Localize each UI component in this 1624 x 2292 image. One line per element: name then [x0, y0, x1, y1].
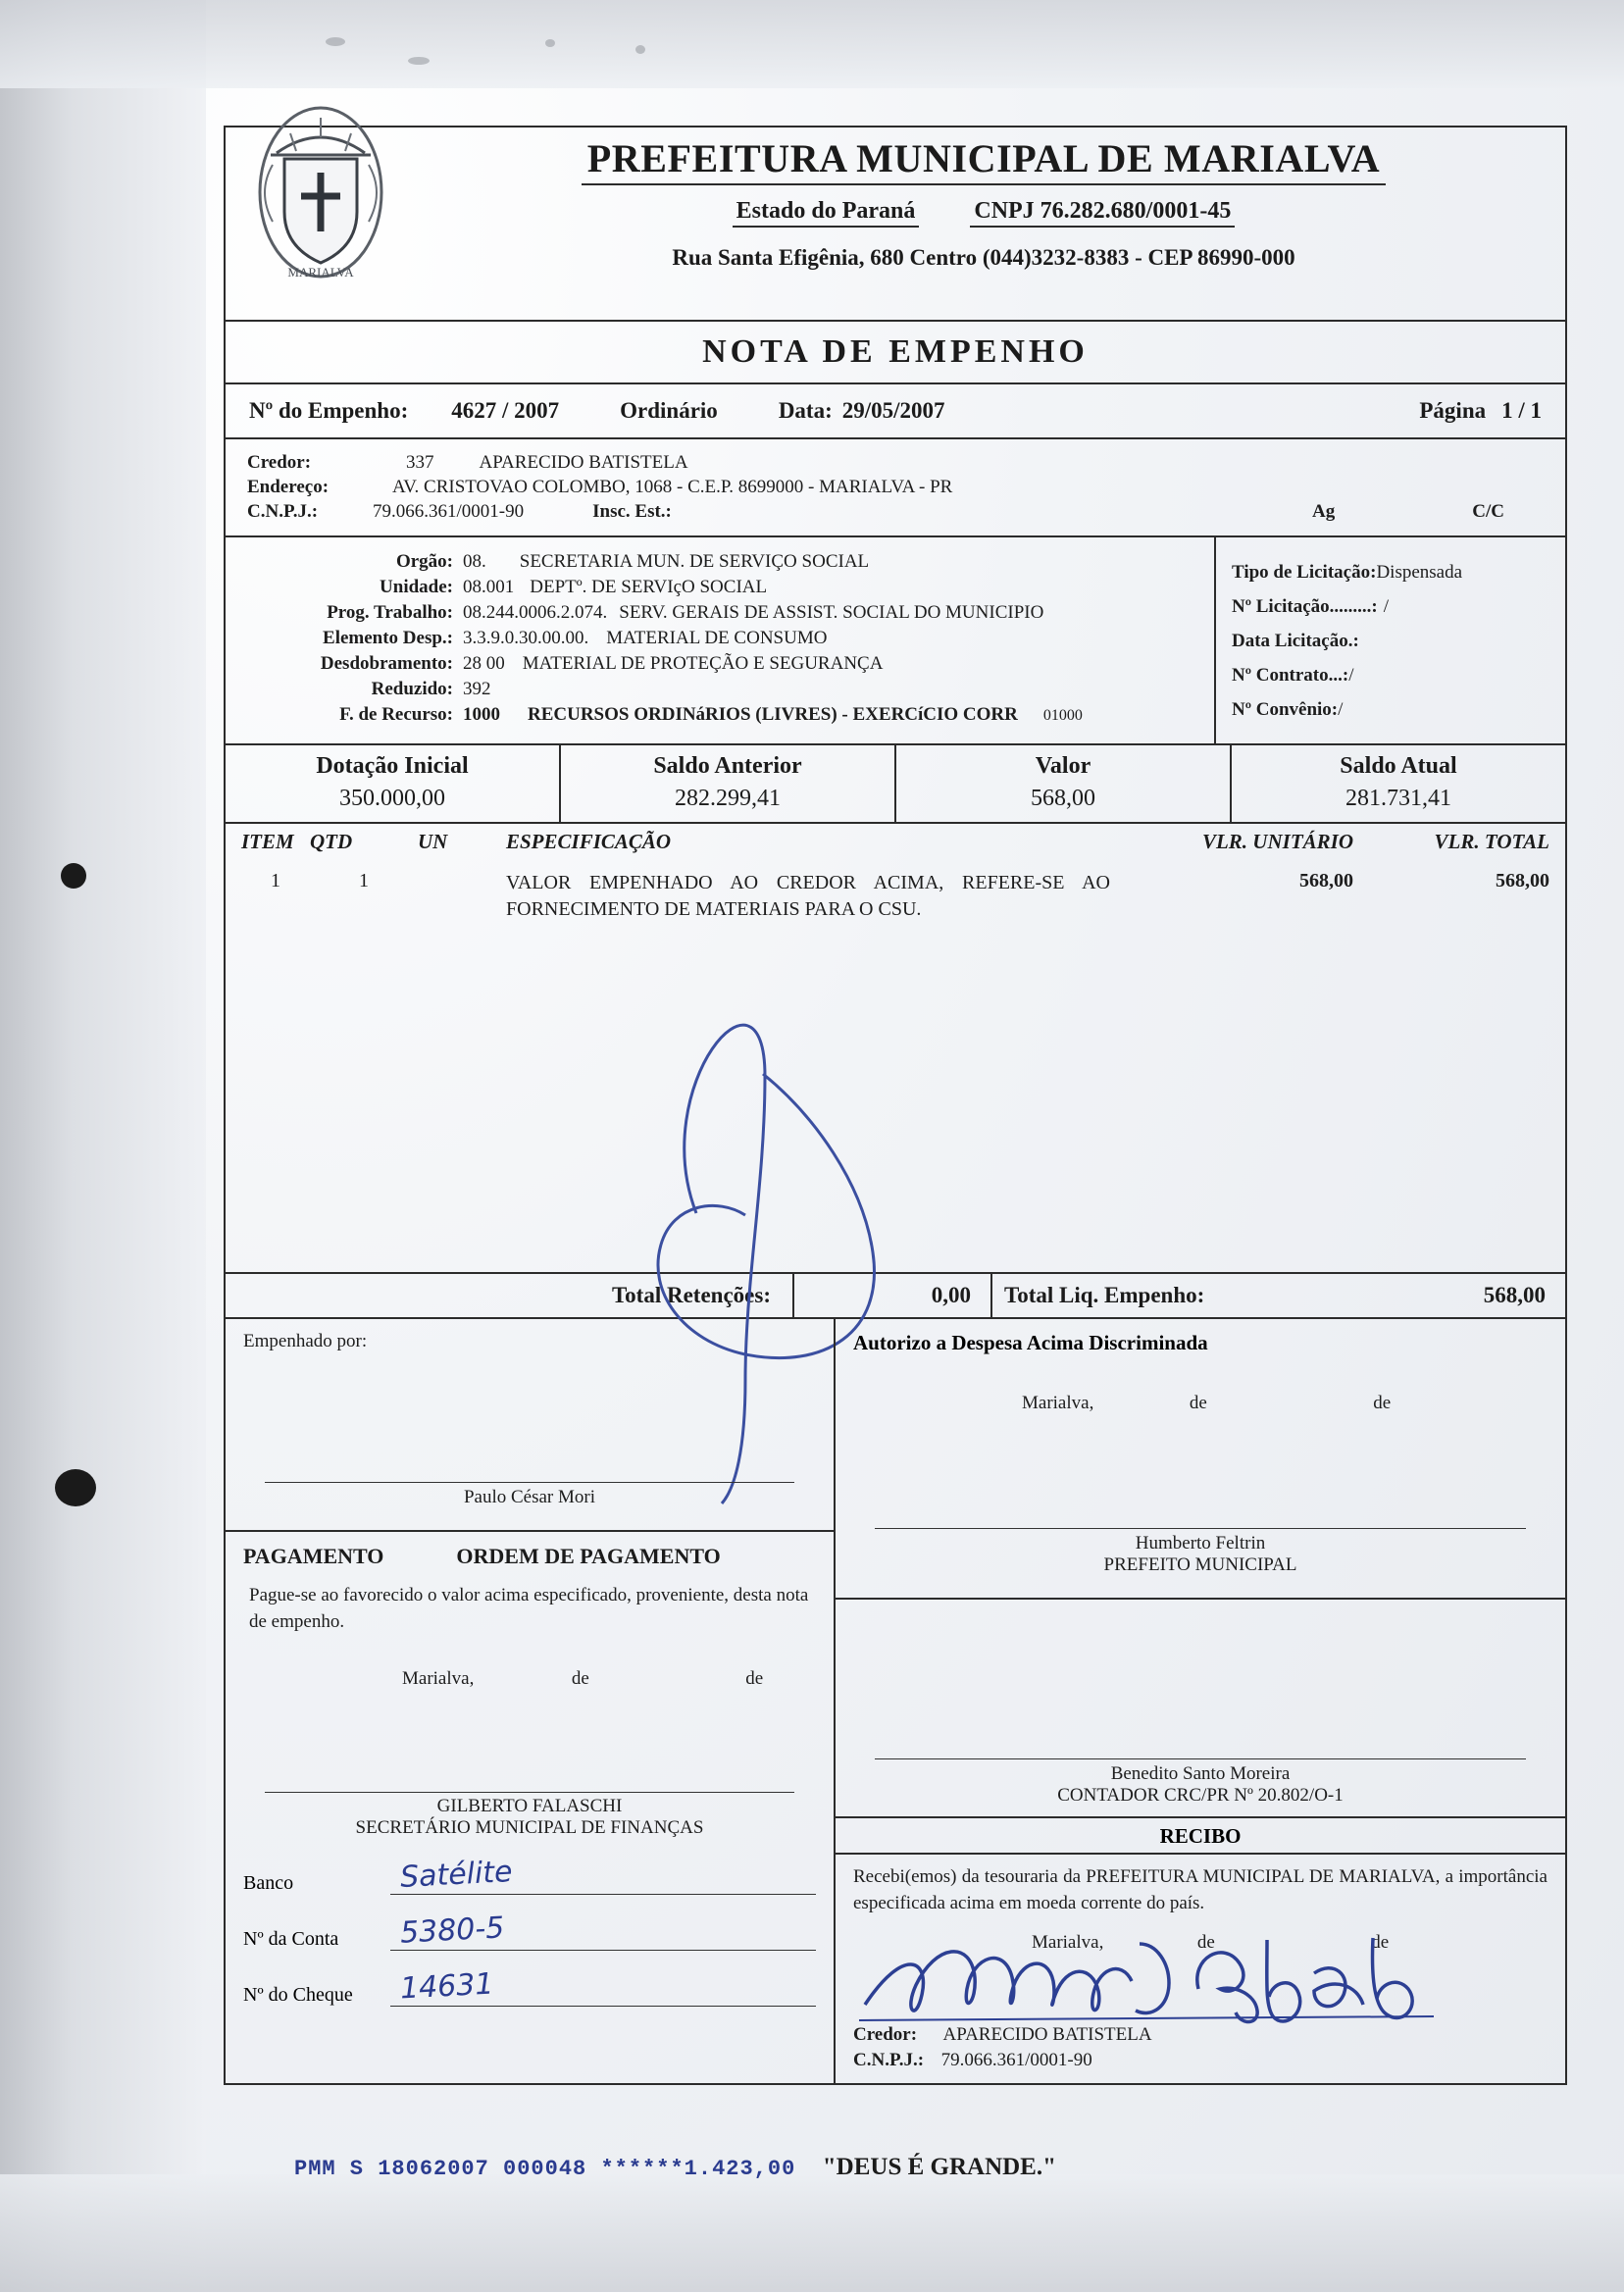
saldo-cell	[559, 745, 894, 822]
unidade-code: 08.001	[463, 577, 515, 597]
scan-smudge	[326, 37, 345, 46]
empenho-type: Ordinário	[620, 398, 718, 423]
cc-label: C/C	[1472, 501, 1504, 522]
saldo-cell	[894, 745, 1230, 822]
insc-est-label: Insc. Est.:	[592, 501, 672, 522]
pagamento-signature-line	[265, 1792, 794, 1793]
recibo-credor-label: Credor:	[853, 2024, 918, 2046]
tipo-licitacao-label: Tipo de Licitação:	[1232, 562, 1377, 583]
saldo-value: 282.299,41	[675, 786, 781, 811]
col-vlr-total: VLR. TOTAL	[1434, 830, 1549, 853]
cheque-field[interactable]	[243, 1966, 816, 2007]
contador-signer: Benedito Santo Moreira	[1110, 1763, 1291, 1784]
items-table-header	[224, 822, 1567, 860]
recibo-de2: de	[1371, 1932, 1390, 1954]
punch-hole-mark	[61, 863, 86, 889]
dotacao-column	[226, 537, 1214, 743]
fonte-recurso-num: 01000	[1042, 707, 1083, 724]
document-header	[224, 126, 1567, 320]
recibo-de1: de	[1196, 1932, 1215, 1954]
autorizo-signer: Humberto Feltrin	[1135, 1533, 1266, 1553]
licitacao-column	[1214, 537, 1565, 743]
num-contrato-label: Nº Contrato...:	[1232, 665, 1349, 686]
credor-cnpj-label: C.N.P.J.:	[247, 501, 319, 522]
pagamento-de1: de	[571, 1668, 589, 1690]
scan-shadow-top	[0, 0, 1624, 88]
nota-de-empenho-document	[224, 126, 1567, 2146]
empenhado-signature-line	[265, 1482, 794, 1483]
cheque-value: 14631	[399, 1966, 495, 2007]
fonte-recurso-label: F. de Recurso:	[339, 704, 453, 725]
desdobramento-code: 28 00	[463, 653, 505, 674]
scan-smudge	[545, 39, 555, 47]
saldo-label: Saldo Atual	[1340, 753, 1457, 779]
signature-area	[224, 1317, 1567, 2085]
autorizo-de2: de	[1373, 1393, 1392, 1413]
cell-un	[418, 870, 506, 923]
prog-trabalho-label: Prog. Trabalho:	[327, 602, 453, 623]
elemento-desp-label: Elemento Desp.:	[323, 628, 453, 648]
document-title: NOTA DE EMPENHO	[702, 333, 1089, 370]
coat-of-arms-icon	[247, 94, 394, 290]
total-liquido-label: Total Liq. Empenho:	[1004, 1283, 1205, 1307]
endereco-value: AV. CRISTOVAO COLOMBO, 1068 - C.E.P. 8699000 - MARIALVA - PR	[392, 477, 953, 497]
conta-field[interactable]	[243, 1910, 816, 1951]
recibo-title: RECIBO	[1159, 1824, 1242, 1848]
cell-vlr-unitario: 568,00	[1299, 870, 1353, 891]
credor-label: Credor:	[247, 452, 312, 473]
pagamento-signer: GILBERTO FALASCHI	[436, 1796, 623, 1817]
fonte-recurso-desc: RECURSOS ORDINáRIOS (LIVRES) - EXERCíCIO CORR	[528, 704, 1018, 725]
data-licitacao-label: Data Licitação.:	[1232, 631, 1359, 651]
empenho-date: 29/05/2007	[841, 398, 945, 423]
credor-name: APARECIDO BATISTELA	[479, 452, 688, 473]
contador-signature-line	[875, 1758, 1526, 1759]
address-header: Rua Santa Efigênia, 680 Centro (044)3232-8383 - CEP 86990-000	[672, 245, 1295, 270]
col-un: UN	[418, 830, 448, 853]
pagamento-role: SECRETÁRIO MUNICIPAL DE FINANÇAS	[355, 1817, 704, 1839]
saldo-cell	[226, 745, 559, 822]
motto-text: "DEUS É GRANDE."	[822, 2154, 1056, 2180]
reduzido-label: Reduzido:	[371, 679, 453, 699]
items-table-body	[224, 860, 1567, 1272]
orgao-code: 08.	[463, 551, 486, 572]
page-number: 1 / 1	[1501, 398, 1542, 423]
recibo-cnpj-value: 79.066.361/0001-90	[940, 2050, 1092, 2071]
empenhado-por-label: Empenhado por:	[243, 1331, 368, 1351]
scan-smudge	[408, 57, 430, 65]
cell-item: 1	[271, 870, 280, 891]
col-qtd: QTD	[310, 830, 353, 853]
banco-field[interactable]	[243, 1855, 816, 1896]
num-convenio-value: /	[1338, 699, 1344, 720]
ag-label: Ag	[1312, 501, 1336, 522]
saldo-value: 350.000,00	[339, 786, 445, 811]
empenho-summary-row	[224, 382, 1567, 437]
banco-value: Satélite	[399, 1855, 514, 1896]
recibo-city: Marialva,	[1032, 1932, 1104, 1954]
elemento-desp-code: 3.3.9.0.30.00.00.	[463, 628, 589, 648]
scan-shadow-left	[0, 0, 206, 2292]
empenhado-signer: Paulo César Mori	[463, 1487, 596, 1507]
col-item: ITEM	[241, 830, 294, 853]
unidade-desc: DEPTº. DE SERVIçO SOCIAL	[530, 577, 768, 597]
credor-block	[224, 437, 1567, 535]
pagamento-title: PAGAMENTO	[243, 1544, 384, 1568]
unidade-label: Unidade:	[380, 577, 453, 597]
num-licitacao-value: /	[1383, 596, 1390, 617]
right-signature-column	[836, 1319, 1565, 2083]
autorizo-role: PREFEITO MUNICIPAL	[1103, 1554, 1297, 1575]
elemento-desp-desc: MATERIAL DE CONSUMO	[606, 628, 828, 648]
saldo-value: 281.731,41	[1345, 786, 1451, 811]
desdobramento-label: Desdobramento:	[320, 653, 453, 674]
table-row	[226, 860, 1565, 923]
saldo-value: 568,00	[1031, 786, 1095, 811]
empenho-date-label: Data:	[778, 398, 833, 423]
ordem-pagamento-title: ORDEM DE PAGAMENTO	[456, 1544, 721, 1568]
orgao-label: Orgão:	[395, 551, 453, 572]
dotacao-licitacao-block	[224, 535, 1567, 743]
total-liquido-value: 568,00	[1483, 1283, 1546, 1307]
cell-vlr-total: 568,00	[1496, 870, 1549, 891]
totals-row	[224, 1272, 1567, 1317]
pagamento-de2: de	[745, 1668, 764, 1690]
svg-text:MARIALVA: MARIALVA	[287, 265, 354, 280]
state-label: Estado do Paraná	[733, 198, 920, 228]
pagamento-text: Pague-se ao favorecido o valor acima especificado, proveniente, desta nota de empenho.	[249, 1585, 809, 1632]
saldo-cell	[1230, 745, 1565, 822]
cheque-label: Nº do Cheque	[243, 1984, 353, 2007]
num-licitacao-label: Nº Licitação.........:	[1232, 596, 1378, 617]
prog-trabalho-code: 08.244.0006.2.074.	[463, 602, 608, 623]
recibo-credor-name: APARECIDO BATISTELA	[942, 2024, 1152, 2046]
saldos-row	[224, 743, 1567, 822]
scan-shadow-bottom	[0, 2174, 1624, 2292]
fonte-recurso-code: 1000	[463, 704, 500, 725]
banco-label: Banco	[243, 1872, 294, 1895]
credor-code: 337	[406, 452, 434, 473]
conta-value: 5380-5	[399, 1910, 506, 1951]
col-especificacao: ESPECIFICAÇÃO	[506, 830, 672, 853]
saldo-label: Saldo Anterior	[653, 753, 802, 779]
total-retencoes-label: Total Retenções:	[611, 1283, 771, 1307]
saldo-label: Valor	[1035, 753, 1091, 779]
scan-smudge	[635, 45, 645, 54]
municipality-title: PREFEITURA MUNICIPAL DE MARIALVA	[582, 135, 1387, 185]
endereco-label: Endereço:	[247, 477, 330, 497]
bank-stamp: PMM S 18062007 000048 ******1.423,00	[294, 2157, 796, 2181]
desdobramento-desc: MATERIAL DE PROTEÇÃO E SEGURANÇA	[522, 653, 884, 674]
conta-label: Nº da Conta	[243, 1928, 339, 1951]
autorizo-signature-line	[875, 1528, 1526, 1529]
num-convenio-label: Nº Convênio:	[1232, 699, 1339, 720]
tipo-licitacao-value: Dispensada	[1376, 562, 1463, 583]
col-vlr-unitario: VLR. UNITÁRIO	[1201, 830, 1353, 853]
page-label: Página	[1419, 398, 1487, 423]
punch-hole-mark	[55, 1469, 96, 1506]
cell-qtd: 1	[359, 870, 369, 891]
orgao-desc: SECRETARIA MUN. DE SERVIÇO SOCIAL	[519, 551, 870, 572]
empenho-number: 4627 / 2007	[451, 398, 560, 423]
num-contrato-value: /	[1348, 665, 1354, 686]
recibo-text: Recebi(emos) da tesouraria da PREFEITURA MUNICIPAL DE MARIALVA, a importância especificada acima em moeda corrente do país.	[853, 1866, 1548, 1913]
footer-stamp-row	[294, 2154, 1056, 2181]
document-title-band	[224, 320, 1567, 382]
autorizo-city: Marialva,	[1022, 1393, 1094, 1413]
contador-role: CONTADOR CRC/PR Nº 20.802/O-1	[1057, 1785, 1344, 1806]
cnpj-header: CNPJ 76.282.680/0001-45	[970, 198, 1235, 228]
prog-trabalho-desc: SERV. GERAIS DE ASSIST. SOCIAL DO MUNICIPIO	[619, 602, 1044, 623]
saldo-label: Dotação Inicial	[316, 753, 469, 779]
pagamento-city: Marialva,	[402, 1668, 475, 1690]
reduzido-value: 392	[463, 679, 491, 699]
autorizo-title: Autorizo a Despesa Acima Discriminada	[853, 1331, 1208, 1354]
empenho-number-label: Nº do Empenho:	[249, 398, 409, 423]
total-retencoes-value: 0,00	[792, 1274, 992, 1317]
credor-cnpj-value: 79.066.361/0001-90	[373, 501, 525, 522]
left-signature-column	[226, 1319, 836, 2083]
autorizo-de1: de	[1189, 1393, 1207, 1413]
cell-especificacao: VALOR EMPENHADO AO CREDOR ACIMA, REFERE-SE AO FORNECIMENTO DE MATERIAIS PARA O CSU.	[506, 872, 1110, 920]
recibo-cnpj-label: C.N.P.J.:	[853, 2050, 925, 2071]
